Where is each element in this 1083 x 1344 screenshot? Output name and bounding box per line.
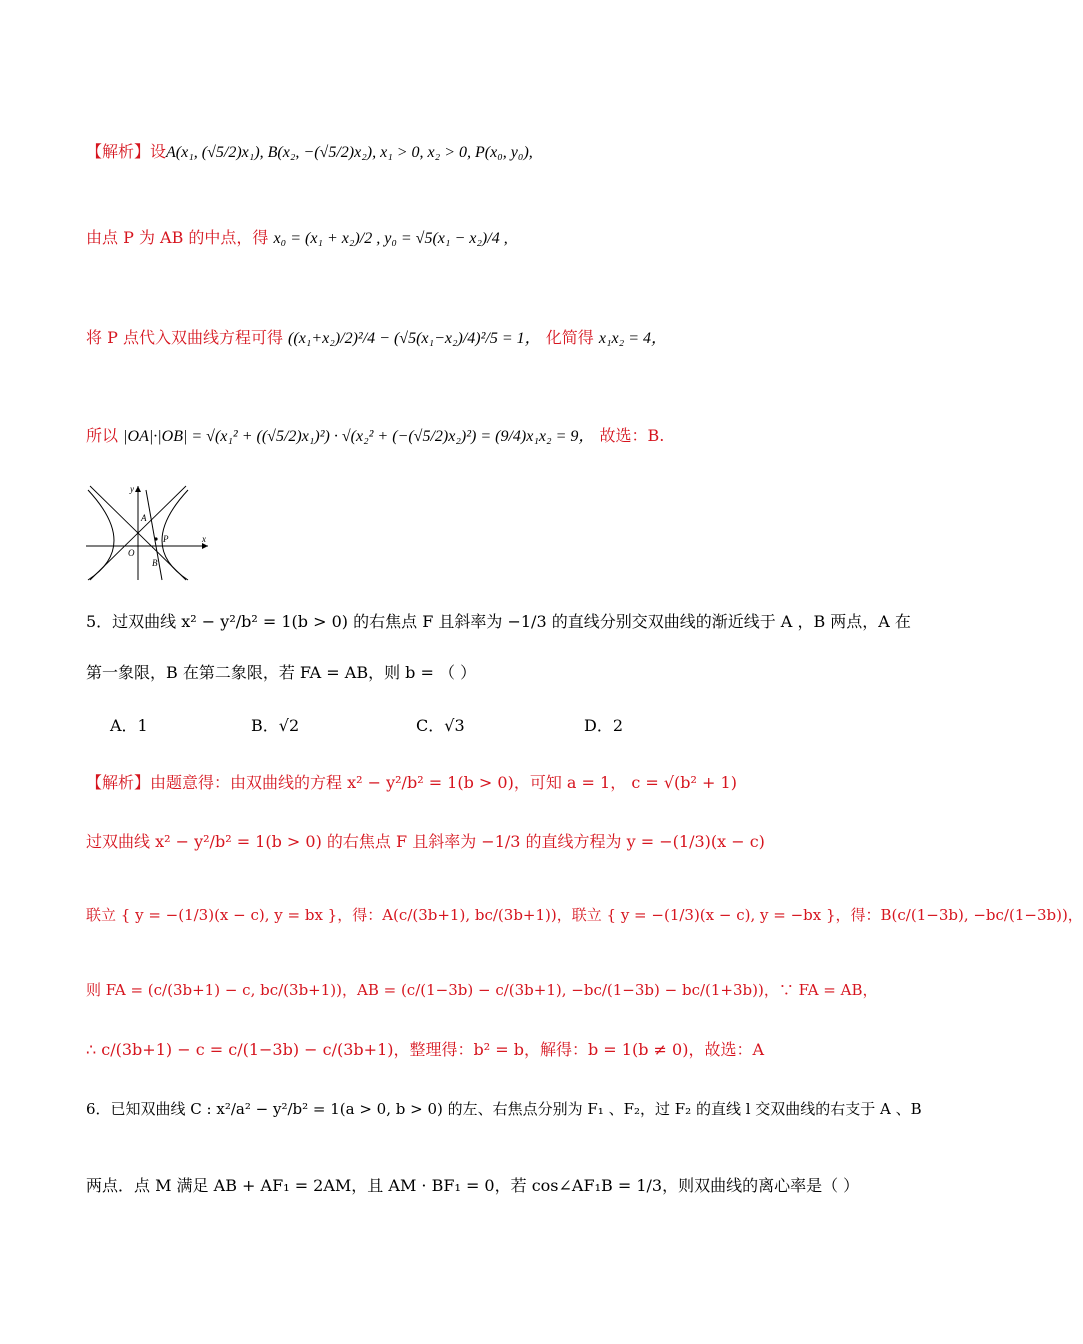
q5-stem2: 第一象限，B 在第二象限，若 FA = AB，则 b = （ ） xyxy=(86,663,477,682)
sol5-line4: 则 FA = (c/(3b+1) − c, bc/(3b+1))，AB = (c/(1−3b) − c/(3b+1), −bc/(1−3b) − bc/(1+3b))，∵ FA = AB， xyxy=(86,981,878,999)
label-y: y xyxy=(130,484,134,494)
sol4-text3b: 化简得 xyxy=(545,328,594,347)
sol4-text2: 由点 P 为 AB 的中点，得 xyxy=(86,228,269,247)
sol5-line3: 联立 { y = −(1/3)(x − c), y = bx }，得：A(c/(3b+1), bc/(3b+1))，联立 { y = −(1/3)(x − c), y = −bx }，得：B(c/(1−3b), −bc/(1−3b))， xyxy=(86,906,1083,924)
sol5-line5: ∴ c/(3b+1) − c = c/(1−3b) − c/(3b+1)，整理得：b² = b，解得：b = 1(b ≠ 0)，故选：A xyxy=(86,1040,765,1059)
q5-choice-a[interactable]: A．1 xyxy=(110,716,148,735)
label-o: O xyxy=(128,548,135,558)
sol4-math2: x₀ = (x₁ + x₂)/2 , y₀ = √5(x₁ − x₂)/4 , xyxy=(273,230,508,247)
y-axis-arrow xyxy=(135,486,141,492)
sol4-line4 xyxy=(86,428,664,445)
sol4-text4: 所以 xyxy=(86,426,119,445)
sol4-line2 xyxy=(86,230,508,247)
sol4-line3 xyxy=(86,330,667,347)
sol4-line1 xyxy=(86,144,533,161)
left-branch xyxy=(88,490,114,580)
q5-choice-d[interactable]: D．2 xyxy=(584,716,624,735)
label-b: B xyxy=(152,558,158,568)
q6-stem2: 两点．点 M 满足 AB + AF₁ = 2AM，且 AM · BF₁ = 0，若 cos∠AF₁B = 1/3，则双曲线的离心率是（ ） xyxy=(86,1176,860,1195)
sol4-math3b: x₁x₂ = 4， xyxy=(598,330,668,347)
hyperbola-figure xyxy=(86,484,210,582)
sol4-math3: ((x₁+x₂)/2)²/4 − (√5(x₁−x₂)/4)²/5 = 1， xyxy=(288,330,541,347)
q5-choice-c[interactable]: C．√3 xyxy=(416,716,465,735)
q5-stem1: 5．过双曲线 x² − y²/b² = 1(b > 0) 的右焦点 F 且斜率为 −1/3 的直线分别交双曲线的渐近线于 A ，B 两点，A 在 xyxy=(86,612,911,631)
sol5-line2: 过双曲线 x² − y²/b² = 1(b > 0) 的右焦点 F 且斜率为 −1/3 的直线方程为 y = −(1/3)(x − c) xyxy=(86,832,765,851)
label-x: x xyxy=(202,534,206,544)
label-p: P xyxy=(163,534,169,544)
q5-choice-b[interactable]: B．√2 xyxy=(251,716,300,735)
analysis-tag: 【解析】设 xyxy=(86,142,167,161)
sol4-math1: A(x₁, (√5/2)x₁), B(x₂, −(√5/2)x₂), x₁ > 0, x₂ > 0, P(x₀, y₀), xyxy=(166,144,533,161)
point-p xyxy=(154,537,157,540)
sol4-math4: |OA|·|OB| = √(x₁² + ((√5/2)x₁)²) · √(x₂² + (−(√5/2)x₂)²) = (9/4)x₁x₂ = 9， xyxy=(123,428,595,445)
q6-stem1: 6．已知双曲线 C : x²/a² − y²/b² = 1(a > 0, b > 0) 的左、右焦点分别为 F₁ 、F₂，过 F₂ 的直线 l 交双曲线的右支于 A 、B xyxy=(86,1100,922,1118)
sol4-text4b: 故选：B. xyxy=(599,426,665,445)
sol5-line1: 【解析】由题意得：由双曲线的方程 x² − y²/b² = 1(b > 0)，可知 a = 1， c = √(b² + 1) xyxy=(86,773,737,792)
sol4-text3: 将 P 点代入双曲线方程可得 xyxy=(86,328,283,347)
label-a: A xyxy=(141,513,147,523)
